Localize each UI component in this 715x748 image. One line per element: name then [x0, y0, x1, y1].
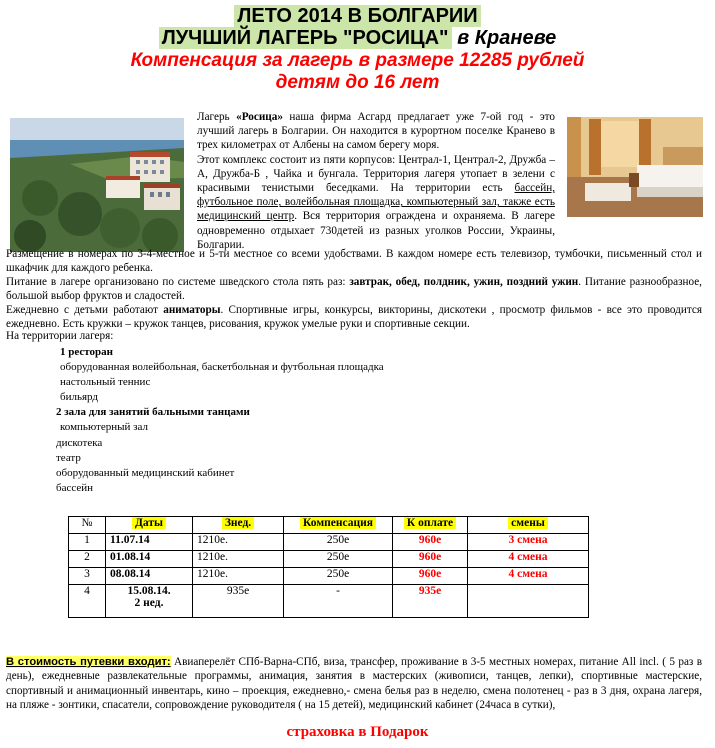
- list-item: компьютерный зал: [60, 421, 148, 434]
- list-item: оборудованная волейбольная, баскетбольная и футбольная площадка: [60, 361, 384, 374]
- room-photo: [567, 117, 703, 217]
- food-paragraph: Питание в лагере организовано по системе шведского стола пять раз: завтрак, обед, полдник, ужин, поздний ужин. Питание разнообразное, большой выбор фруктов и сладостей.: [6, 276, 702, 303]
- territory-label: На территории лагеря:: [6, 330, 114, 342]
- list-item: бассейн: [56, 481, 94, 494]
- gift-line: страховка в Подарок: [286, 724, 429, 740]
- cell-to-pay: 960е: [393, 534, 468, 551]
- cell-shift: 4 смена: [468, 551, 589, 568]
- col-header-number: №: [69, 517, 106, 534]
- table-row: [69, 568, 589, 585]
- list-item: оборудованный медицинский кабинет: [56, 466, 235, 479]
- cell-date: 11.07.14: [106, 534, 193, 551]
- cell-to-pay: 935е: [393, 585, 468, 618]
- cell-compensation: 250е: [284, 568, 393, 585]
- cell-price: 935е: [193, 585, 284, 618]
- col-header-compensation: Компенсация: [284, 517, 393, 534]
- col-header-shift: смены: [468, 517, 589, 534]
- cell-shift: 3 смена: [468, 534, 589, 551]
- cell-date: 01.08.14: [106, 551, 193, 568]
- cell-price: 1210е.: [193, 534, 284, 551]
- cell-compensation: -: [284, 585, 393, 618]
- included-paragraph: В стоимость путевки входит: Авиаперелёт СПб-Варна-СПб, виза, трансфер, проживание в 3-5 местных номерах, питание All incl. ( 5 раз в день), ежедневные развлекательные программы, анимация, занятия в мастерских (живописи, танцев, лепки), спортивные мастерские, спортивный и анимационный инвентарь, кино – проекция, ежедневно,- смена белья раз в неделю, смена полотенец - раз в 3 дня, охрана лагеря, на пляже - зонтики, спасатели, сопровождение руководителя ( на 15 детей), медицинский кабинет (24часа в сутки),: [6, 656, 702, 711]
- cell-number: 1: [69, 534, 106, 551]
- amenities-list: [6, 345, 384, 496]
- cell-to-pay: 960е: [393, 568, 468, 585]
- cell-number: 2: [69, 551, 106, 568]
- list-item: дискотека: [56, 436, 103, 449]
- cell-date: 15.08.14. 2 нед.: [106, 585, 193, 618]
- table-header-row: [69, 517, 589, 534]
- list-item: бильярд: [60, 391, 99, 404]
- table-row: [69, 585, 589, 618]
- cell-shift: 4 смена: [468, 568, 589, 585]
- cell-price: 1210е.: [193, 551, 284, 568]
- cell-shift: [468, 585, 589, 618]
- cell-to-pay: 960е: [393, 551, 468, 568]
- intro-text: Лагерь «Росица» наша фирма Асгард предлагает уже 7-ой год - это лучший лагерь в Болгарии. Он находится в курортном поселке Кранево в трех километрах от Албены на самом берегу моря. Этот комплекс состоит из пяти корпусов: Централ-1, Централ-2, Дружба – А, Дружба-Б , Чайка и бунгала. Территория лагеря утопает в зелени с красивыми тенистыми беседками. На территории есть бассейн, футбольное поле, волейбольная площадка, компьютерный зал, также есть медицинский центр. Вся территория ограждена и охраняема. В лагере одновременно отдыхает 730детей из разных уголков России, Украины, Болгарии.: [197, 111, 555, 251]
- cell-compensation: 250е: [284, 551, 393, 568]
- age-headline: детям до 16 лет: [275, 72, 440, 93]
- compensation-headline: Компенсация за лагерь в размере 12285 рублей: [130, 50, 585, 71]
- price-table: [68, 516, 589, 618]
- list-item: театр: [56, 451, 81, 464]
- cell-number: 4: [69, 585, 106, 618]
- list-item: 1 ресторан: [60, 346, 113, 358]
- list-item: 2 зала для занятий бальными танцами: [56, 406, 250, 419]
- col-header-dates: Даты: [106, 517, 193, 534]
- col-header-price: Знед.: [193, 517, 284, 534]
- cell-compensation: 250е: [284, 534, 393, 551]
- rooms-paragraph: Размещение в номерах по 3-4-местное и 5-ти местное со всеми удобствами. В каждом номере есть телевизор, тумбочки, письменный стол и шкафчик для каждого ребенка.: [6, 248, 702, 275]
- table-row: [69, 534, 589, 551]
- camp-photo: [10, 118, 184, 252]
- title-line-2: ЛУЧШИЙ ЛАГЕРЬ "РОСИЦА" в Краневе: [0, 26, 715, 50]
- table-row: [69, 551, 589, 568]
- animation-paragraph: Ежедневно с детьми работают аниматоры. Спортивные игры, конкурсы, викторины, дискотеки , просмотр фильмов - все это проводится ежедневно. Есть кружки – кружок танцев, рисования, кружок умелые руки и спортивные секции.: [6, 304, 702, 331]
- title-line-1: ЛЕТО 2014 В БОЛГАРИИ: [0, 4, 715, 28]
- cell-price: 1210е.: [193, 568, 284, 585]
- list-item: настольный теннис: [60, 376, 151, 389]
- cell-date: 08.08.14: [106, 568, 193, 585]
- col-header-to-pay: К оплате: [393, 517, 468, 534]
- cell-number: 3: [69, 568, 106, 585]
